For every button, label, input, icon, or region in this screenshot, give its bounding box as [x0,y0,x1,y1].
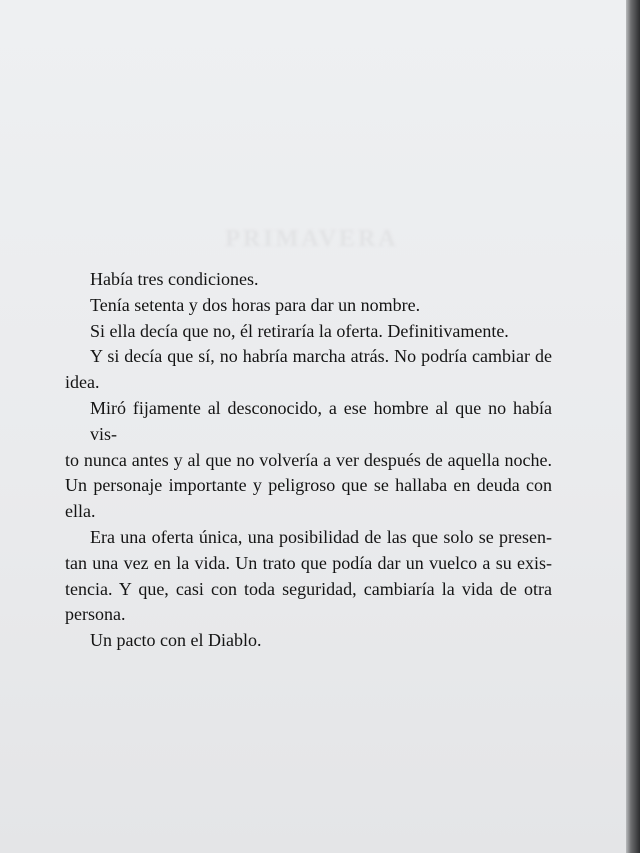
text-line: idea. [65,372,100,393]
text-line: Había tres condiciones. [90,269,259,289]
text-line: Era una oferta única, una posibilidad de las que solo se presen- [90,526,552,547]
text-line: Tenía setenta y dos horas para dar un nombre. [90,294,421,315]
text-line: tan una vez en la vida. Un trato que podía dar un vuelco a su exis- [65,552,552,573]
text-line: persona. [65,604,126,625]
text-line: tencia. Y que, casi con toda seguridad, cambiaría la vida de otra [65,578,552,599]
text-line: Miró fijamente al desconocido, a ese hombre al que no había vis- [90,397,552,444]
text-line: Un pacto con el Diablo. [90,630,262,651]
text-line: ella. [65,501,96,522]
body-text [65,267,552,654]
text-line: to nunca antes y al que no volvería a ver después de aquella noche. [65,449,552,470]
text-line: Un personaje importante y peligroso que se hallaba en deuda con [65,475,552,496]
text-line: Si ella decía que no, él retiraría la oferta. Definitivamente. [90,320,509,341]
text-line: Y si decía que sí, no habría marcha atrás. No podría cambiar de [90,346,552,367]
page-edge-shadow [626,0,640,853]
show-through-heading: PRIMAVERA [225,226,399,252]
